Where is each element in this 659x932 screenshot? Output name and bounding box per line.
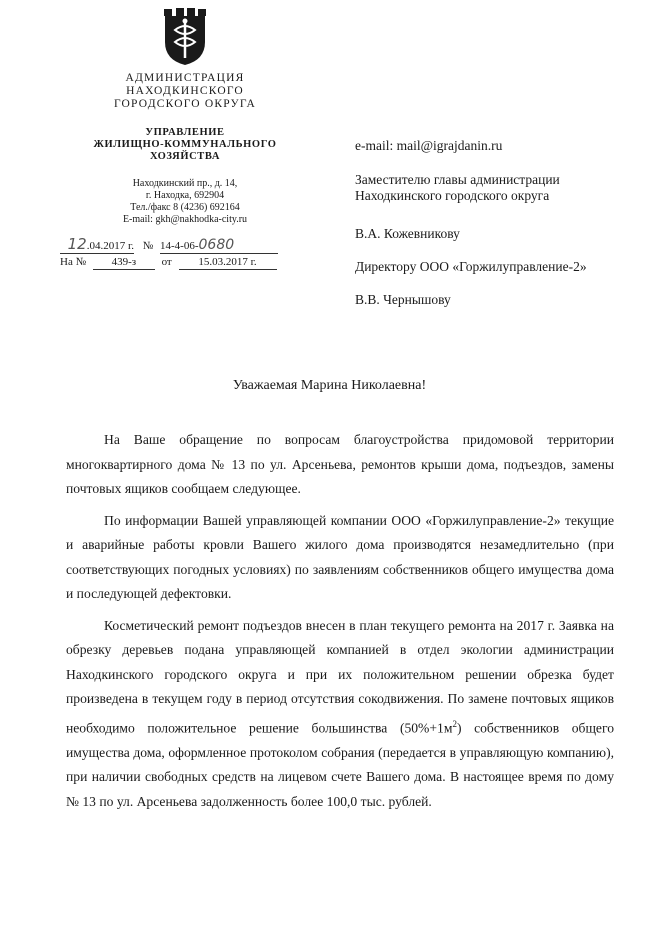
paragraph-3-part-2: ) собственников общего имущества дома, оформленное протоколом собрания (передается в управляющую компанию), при наличии свободных средств на лицевом счете Вашего дома. В настоящее время по дому № 13 по ул. Арсеньева задолженность более 100,0 тыс. рублей. [66,720,614,809]
recipient2-position: Директору ООО «Горжилуправление-2» [355,259,587,274]
outgoing-date-day: 12 [67,235,87,253]
outgoing-num-hand: 0680 [198,237,235,253]
admin-line-2: НАХОДКИНСКОГО [126,85,244,97]
outgoing-reg [60,235,278,254]
paragraph-2: По информации Вашей управляющей компании ООО «Горжилуправление-2» текущие и аварийные работы кровли Вашего жилого дома производятся незамедлительно (при соответствующих погодных условиях) по заявлениям собственников общего имущества дома и последующей дефектовки. [66,512,614,601]
incoming-date: 15.03.2017 г. [179,256,277,270]
incoming-number: 439-з [93,256,155,270]
paragraph-3-sup: 2 [452,718,457,729]
address-email: E-mail: gkh@nakhodka-city.ru [122,214,248,225]
dept-line-1: УПРАВЛЕНИЕ [145,127,225,138]
recipient1-line-1: Заместителю главы администрации [355,172,560,187]
recipient1-line-2: Находкинского городского округа [355,188,550,203]
paragraph-3-part-1: Косметический ремонт подъездов внесен в план текущего ремонта на 2017 г. Заявка на обрезку деревьев подана управляющей компанией в отдел экологии администрации Находкинского городского округа и при их положительном решении обрезка будет произведена в текущем году в период отсутствия сокодвижения. По замене почтовых ящиков необходимо положительное решение большинства (50%+1м [66,617,614,736]
letter-body [66,428,614,814]
outgoing-num-label: № [142,240,154,252]
recipient1-position [355,172,560,204]
address-city: г. Находка, 692904 [145,190,225,201]
address-street: Находкинский пр., д. 14, [132,178,238,189]
recipient1-name: В.А. Кожевникову [355,226,460,241]
dept-address [90,178,280,226]
outgoing-date-rest: .04.2017 г. [86,240,134,252]
paragraph-1: На Ваше обращение по вопросам благоустройства придомовой территории многоквартирного дома № 13 по ул. Арсеньева, ремонтов крыши дома, подъездов, замены почтовых ящиков сообщаем следующее. [66,432,614,496]
greeting: Уважаемая Марина Николаевна! [232,378,427,393]
recipient2-name: В.В. Чернышову [355,292,451,307]
incoming-from-label: от [161,256,172,268]
dept-title [80,127,290,163]
admin-line-3: ГОРОДСКОГО ОКРУГА [113,98,256,110]
incoming-label: На № [60,256,87,268]
admin-title [95,72,275,111]
paragraph-3 [66,614,614,815]
dept-line-2: ЖИЛИЩНО-КОММУНАЛЬНОГО [93,139,277,150]
outgoing-num-printed: 14-4-06- [160,240,199,252]
address-phone: Тел./факс 8 (4236) 692164 [130,202,240,213]
incoming-reg [60,256,277,270]
dept-line-3: ХОЗЯЙСТВА [149,151,221,162]
recipient-email: e-mail: mail@igrajdanin.ru [355,138,503,153]
coat-of-arms-icon [163,8,207,66]
admin-line-1: АДМИНИСТРАЦИЯ [125,72,245,84]
